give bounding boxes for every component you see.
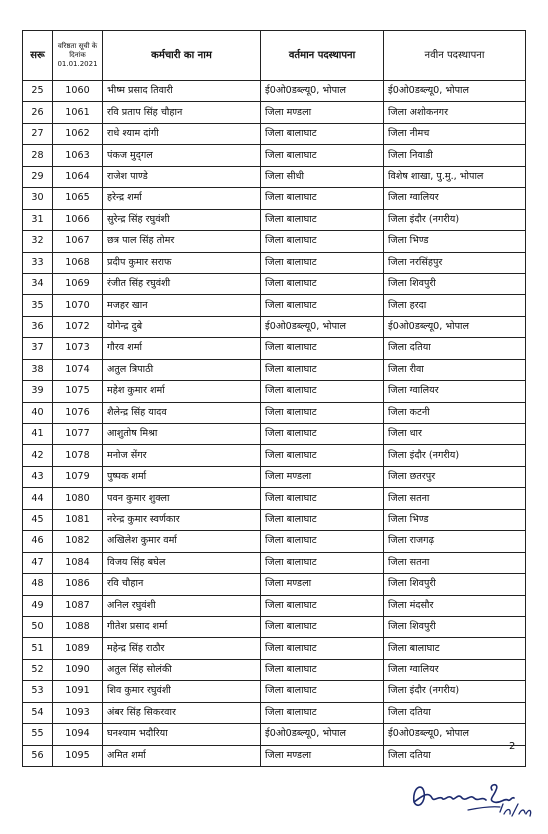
cell-seniority-ref: 1084: [53, 552, 103, 573]
table-row: [23, 552, 526, 573]
cell-current-posting: जिला मण्डला: [261, 466, 384, 487]
cell-current-posting: जिला बालाघाट: [261, 638, 384, 659]
table-row: [23, 724, 526, 745]
cell-seniority-ref: 1068: [53, 252, 103, 273]
cell-seniority-ref: 1088: [53, 616, 103, 637]
cell-seniority-ref: 1091: [53, 681, 103, 702]
cell-serial-no: 55: [23, 724, 53, 745]
cell-seniority-ref: 1060: [53, 81, 103, 102]
cell-current-posting: जिला बालाघाट: [261, 616, 384, 637]
cell-seniority-ref: 1090: [53, 659, 103, 680]
cell-serial-no: 47: [23, 552, 53, 573]
cell-employee-name: अनिल रघुवंशी: [103, 595, 261, 616]
cell-serial-no: 30: [23, 188, 53, 209]
page-number: 2: [509, 741, 516, 752]
cell-seniority-ref: 1082: [53, 531, 103, 552]
table-row: [23, 273, 526, 294]
header-seniority-ref: वरिष्ठता सूची के दिनांक 01.01.2021: [53, 31, 103, 81]
cell-seniority-ref: 1070: [53, 295, 103, 316]
cell-serial-no: 48: [23, 574, 53, 595]
cell-seniority-ref: 1086: [53, 574, 103, 595]
cell-serial-no: 43: [23, 466, 53, 487]
cell-serial-no: 50: [23, 616, 53, 637]
cell-employee-name: अतुल त्रिपाठी: [103, 359, 261, 380]
cell-new-posting: जिला हरदा: [384, 295, 526, 316]
table-row: [23, 638, 526, 659]
cell-seniority-ref: 1073: [53, 338, 103, 359]
table-row: [23, 659, 526, 680]
table-row: [23, 531, 526, 552]
cell-employee-name: पंकज मुद्‌गल: [103, 145, 261, 166]
cell-new-posting: जिला शिवपुरी: [384, 574, 526, 595]
cell-employee-name: शैलेन्द्र सिंह यादव: [103, 402, 261, 423]
cell-current-posting: ई0ओ0डब्ल्यू0, भोपाल: [261, 316, 384, 337]
cell-employee-name: भीष्म प्रसाद तिवारी: [103, 81, 261, 102]
cell-seniority-ref: 1078: [53, 445, 103, 466]
table-row: [23, 402, 526, 423]
cell-serial-no: 28: [23, 145, 53, 166]
cell-serial-no: 31: [23, 209, 53, 230]
cell-current-posting: जिला बालाघाट: [261, 509, 384, 530]
cell-current-posting: ई0ओ0डब्ल्यू0, भोपाल: [261, 724, 384, 745]
cell-new-posting: ई0ओ0डब्ल्यू0, भोपाल: [384, 81, 526, 102]
table-row: [23, 145, 526, 166]
header-employee-name: कर्मचारी का नाम: [103, 31, 261, 81]
cell-current-posting: जिला बालाघाट: [261, 702, 384, 723]
cell-new-posting: जिला कटनी: [384, 402, 526, 423]
cell-serial-no: 40: [23, 402, 53, 423]
cell-new-posting: जिला भिण्ड: [384, 231, 526, 252]
cell-serial-no: 54: [23, 702, 53, 723]
cell-employee-name: अतुल सिंह सोलंकी: [103, 659, 261, 680]
cell-employee-name: मजहर खान: [103, 295, 261, 316]
document-page: [22, 30, 525, 767]
cell-new-posting: जिला नरसिंहपुर: [384, 252, 526, 273]
cell-new-posting: जिला ग्वालियर: [384, 381, 526, 402]
cell-new-posting: जिला बालाघाट: [384, 638, 526, 659]
cell-seniority-ref: 1093: [53, 702, 103, 723]
cell-current-posting: जिला बालाघाट: [261, 424, 384, 445]
cell-new-posting: विशेष शाखा, पु.मु., भोपाल: [384, 166, 526, 187]
cell-serial-no: 36: [23, 316, 53, 337]
table-row: [23, 123, 526, 144]
cell-new-posting: जिला मंदसौर: [384, 595, 526, 616]
cell-seniority-ref: 1081: [53, 509, 103, 530]
table-row: [23, 252, 526, 273]
cell-current-posting: जिला बालाघाट: [261, 231, 384, 252]
cell-employee-name: शिव कुमार रघुवंशी: [103, 681, 261, 702]
cell-serial-no: 51: [23, 638, 53, 659]
cell-new-posting: जिला ग्वालियर: [384, 659, 526, 680]
cell-employee-name: अमित शर्मा: [103, 745, 261, 766]
table-row: [23, 424, 526, 445]
cell-new-posting: जिला शिवपुरी: [384, 273, 526, 294]
cell-new-posting: जिला रीवा: [384, 359, 526, 380]
table-row: [23, 316, 526, 337]
cell-current-posting: जिला मण्डला: [261, 574, 384, 595]
cell-employee-name: रवि चौहान: [103, 574, 261, 595]
table-row: [23, 359, 526, 380]
cell-seniority-ref: 1080: [53, 488, 103, 509]
cell-current-posting: जिला बालाघाट: [261, 145, 384, 166]
cell-new-posting: जिला दतिया: [384, 338, 526, 359]
cell-serial-no: 39: [23, 381, 53, 402]
cell-current-posting: जिला बालाघाट: [261, 681, 384, 702]
cell-seniority-ref: 1074: [53, 359, 103, 380]
cell-serial-no: 45: [23, 509, 53, 530]
cell-new-posting: जिला इंदौर (नगरीय): [384, 209, 526, 230]
cell-new-posting: जिला दतिया: [384, 745, 526, 766]
table-row: [23, 509, 526, 530]
cell-current-posting: जिला बालाघाट: [261, 381, 384, 402]
cell-serial-no: 56: [23, 745, 53, 766]
cell-employee-name: मनोज सेंगर: [103, 445, 261, 466]
cell-new-posting: जिला इंदौर (नगरीय): [384, 681, 526, 702]
cell-current-posting: जिला बालाघाट: [261, 338, 384, 359]
cell-employee-name: गौरव शर्मा: [103, 338, 261, 359]
transfer-order-table: [22, 30, 526, 767]
cell-seniority-ref: 1061: [53, 102, 103, 123]
cell-new-posting: जिला राजगढ़: [384, 531, 526, 552]
cell-current-posting: जिला सीधी: [261, 166, 384, 187]
cell-current-posting: जिला बालाघाट: [261, 402, 384, 423]
cell-current-posting: जिला बालाघाट: [261, 123, 384, 144]
cell-serial-no: 25: [23, 81, 53, 102]
cell-new-posting: जिला धार: [384, 424, 526, 445]
cell-serial-no: 42: [23, 445, 53, 466]
cell-employee-name: पवन कुमार शुक्ला: [103, 488, 261, 509]
cell-employee-name: पुष्पक शर्मा: [103, 466, 261, 487]
table-row: [23, 574, 526, 595]
cell-current-posting: जिला बालाघाट: [261, 552, 384, 573]
header-new-posting: नवीन पदस्थापना: [384, 31, 526, 81]
cell-employee-name: योगेन्द्र दुबे: [103, 316, 261, 337]
cell-current-posting: जिला बालाघाट: [261, 595, 384, 616]
cell-employee-name: प्रदीप कुमार सराफ: [103, 252, 261, 273]
cell-serial-no: 53: [23, 681, 53, 702]
table-header: [23, 31, 526, 81]
table-row: [23, 702, 526, 723]
cell-serial-no: 32: [23, 231, 53, 252]
table-row: [23, 381, 526, 402]
cell-serial-no: 37: [23, 338, 53, 359]
cell-current-posting: जिला बालाघाट: [261, 488, 384, 509]
cell-serial-no: 27: [23, 123, 53, 144]
table-row: [23, 188, 526, 209]
cell-new-posting: जिला दतिया: [384, 702, 526, 723]
cell-current-posting: जिला बालाघाट: [261, 531, 384, 552]
table-row: [23, 595, 526, 616]
cell-seniority-ref: 1066: [53, 209, 103, 230]
cell-seniority-ref: 1079: [53, 466, 103, 487]
cell-employee-name: महेश कुमार शर्मा: [103, 381, 261, 402]
cell-employee-name: अंबर सिंह सिकरवार: [103, 702, 261, 723]
cell-current-posting: जिला बालाघाट: [261, 209, 384, 230]
cell-current-posting: जिला बालाघाट: [261, 273, 384, 294]
cell-current-posting: जिला बालाघाट: [261, 659, 384, 680]
cell-employee-name: महेन्द्र सिंह राठौर: [103, 638, 261, 659]
cell-new-posting: जिला छतरपुर: [384, 466, 526, 487]
cell-serial-no: 46: [23, 531, 53, 552]
cell-employee-name: आशुतोष मिश्रा: [103, 424, 261, 445]
cell-seniority-ref: 1063: [53, 145, 103, 166]
table-row: [23, 681, 526, 702]
cell-employee-name: राजेश पाण्डे: [103, 166, 261, 187]
cell-seniority-ref: 1077: [53, 424, 103, 445]
cell-employee-name: हरेन्द्र शर्मा: [103, 188, 261, 209]
table-row: [23, 338, 526, 359]
cell-new-posting: जिला सतना: [384, 488, 526, 509]
cell-serial-no: 41: [23, 424, 53, 445]
cell-seniority-ref: 1089: [53, 638, 103, 659]
cell-new-posting: जिला सतना: [384, 552, 526, 573]
cell-serial-no: 52: [23, 659, 53, 680]
handwritten-signature: [408, 768, 538, 820]
cell-serial-no: 29: [23, 166, 53, 187]
cell-serial-no: 26: [23, 102, 53, 123]
table-row: [23, 209, 526, 230]
cell-current-posting: जिला मण्डला: [261, 102, 384, 123]
cell-serial-no: 44: [23, 488, 53, 509]
cell-employee-name: नरेन्द्र कुमार स्वर्णकार: [103, 509, 261, 530]
cell-current-posting: जिला बालाघाट: [261, 445, 384, 466]
cell-seniority-ref: 1087: [53, 595, 103, 616]
cell-employee-name: सुरेन्द्र सिंह रघुवंशी: [103, 209, 261, 230]
cell-employee-name: अखिलेश कुमार वर्मा: [103, 531, 261, 552]
cell-current-posting: ई0ओ0डब्ल्यू0, भोपाल: [261, 81, 384, 102]
cell-serial-no: 38: [23, 359, 53, 380]
cell-current-posting: जिला मण्डला: [261, 745, 384, 766]
table-row: [23, 81, 526, 102]
table-row: [23, 488, 526, 509]
cell-new-posting: ई0ओ0डब्ल्यू0, भोपाल: [384, 724, 526, 745]
cell-new-posting: जिला भिण्ड: [384, 509, 526, 530]
cell-new-posting: जिला ग्वालियर: [384, 188, 526, 209]
cell-seniority-ref: 1062: [53, 123, 103, 144]
table-row: [23, 745, 526, 766]
cell-seniority-ref: 1072: [53, 316, 103, 337]
cell-serial-no: 33: [23, 252, 53, 273]
cell-employee-name: रंजीत सिंह रघुवंशी: [103, 273, 261, 294]
cell-seniority-ref: 1095: [53, 745, 103, 766]
cell-seniority-ref: 1069: [53, 273, 103, 294]
table-row: [23, 231, 526, 252]
cell-seniority-ref: 1094: [53, 724, 103, 745]
cell-new-posting: जिला नीमच: [384, 123, 526, 144]
cell-seniority-ref: 1064: [53, 166, 103, 187]
cell-current-posting: जिला बालाघाट: [261, 295, 384, 316]
cell-employee-name: घनश्याम भदौरिया: [103, 724, 261, 745]
cell-employee-name: विजय सिंह बघेल: [103, 552, 261, 573]
cell-current-posting: जिला बालाघाट: [261, 252, 384, 273]
cell-seniority-ref: 1065: [53, 188, 103, 209]
cell-serial-no: 35: [23, 295, 53, 316]
cell-employee-name: छत्र पाल सिंह तोमर: [103, 231, 261, 252]
table-row: [23, 295, 526, 316]
header-row: [23, 31, 526, 81]
cell-seniority-ref: 1076: [53, 402, 103, 423]
cell-serial-no: 34: [23, 273, 53, 294]
cell-current-posting: जिला बालाघाट: [261, 188, 384, 209]
cell-employee-name: गीतेश प्रसाद शर्मा: [103, 616, 261, 637]
cell-seniority-ref: 1067: [53, 231, 103, 252]
table-row: [23, 466, 526, 487]
table-row: [23, 166, 526, 187]
cell-employee-name: राधे श्याम दांगी: [103, 123, 261, 144]
cell-employee-name: रवि प्रताप सिंह चौहान: [103, 102, 261, 123]
table-body: [23, 81, 526, 767]
header-serial-no: सरू: [23, 31, 53, 81]
cell-new-posting: ई0ओ0डब्ल्यू0, भोपाल: [384, 316, 526, 337]
table-row: [23, 445, 526, 466]
cell-serial-no: 49: [23, 595, 53, 616]
table-row: [23, 102, 526, 123]
cell-new-posting: जिला इंदौर (नगरीय): [384, 445, 526, 466]
cell-new-posting: जिला निवाडी: [384, 145, 526, 166]
cell-seniority-ref: 1075: [53, 381, 103, 402]
cell-new-posting: जिला शिवपुरी: [384, 616, 526, 637]
header-current-posting: वर्तमान पदस्थापना: [261, 31, 384, 81]
cell-current-posting: जिला बालाघाट: [261, 359, 384, 380]
table-row: [23, 616, 526, 637]
cell-new-posting: जिला अशोकनगर: [384, 102, 526, 123]
